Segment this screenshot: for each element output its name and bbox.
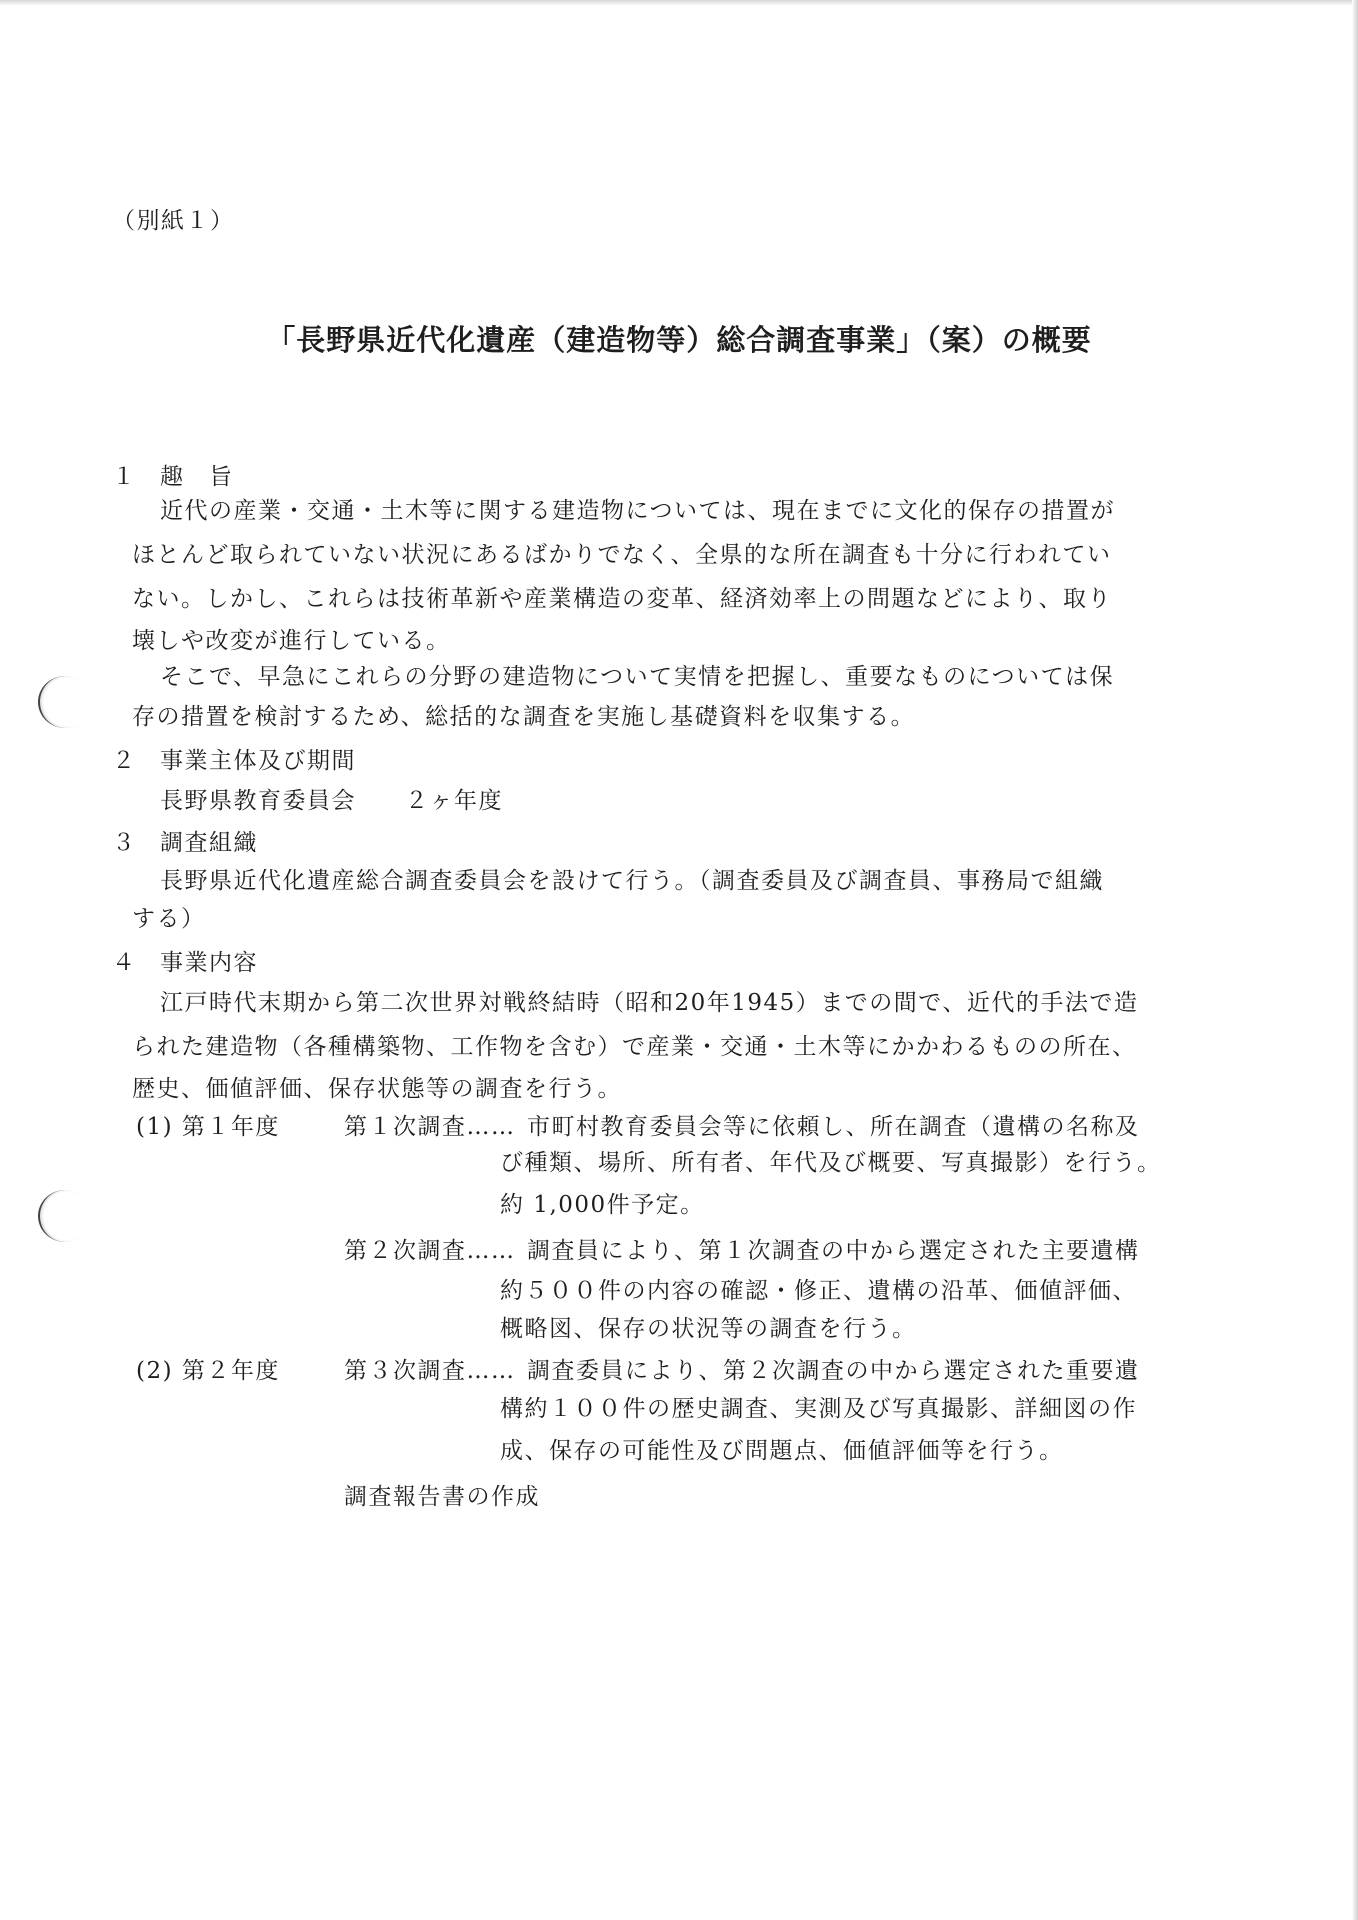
survey-line: 約 1,000件予定。 xyxy=(500,1192,705,1218)
document-title: 「長野県近代化遺産（建造物等）総合調査事業」（案）の概要 xyxy=(266,323,1092,357)
section-2-body: 長野県教育委員会 ２ヶ年度 xyxy=(160,788,503,814)
survey-line: び種類、場所、所有者、年代及び概要、写真撮影）を行う。 xyxy=(500,1150,1162,1176)
paragraph-line: 江戸時代末期から第二次世界対戦終結時（昭和20年1945）までの間で、近代的手法で造 xyxy=(160,990,1139,1016)
paragraph-line: ない。しかし、これらは技術革新や産業構造の変革、経済効率上の問題などにより、取り xyxy=(132,586,1112,612)
paragraph-line: そこで、早急にこれらの分野の建造物について実情を把握し、重要なものについては保 xyxy=(160,664,1115,690)
section-2-heading: 事業主体及び期間 xyxy=(160,748,356,774)
punch-hole-bottom xyxy=(38,1190,92,1242)
scan-edge-right xyxy=(1352,0,1358,1920)
attachment-label: （別紙１） xyxy=(112,208,235,234)
survey-line: 概略図、保存の状況等の調査を行う。 xyxy=(500,1316,917,1342)
section-1-heading: 趣 旨 xyxy=(160,464,234,490)
section-4-number: ４ xyxy=(112,950,137,976)
paragraph-line: 近代の産業・交通・土木等に関する建造物については、現在までに文化的保存の措置が xyxy=(160,498,1116,524)
paragraph-line: 壊しや改変が進行している。 xyxy=(132,628,451,654)
paragraph-line: ほとんど取られていない状況にあるばかりでなく、全県的な所在調査も十分に行われてい xyxy=(132,542,1112,568)
paragraph-line: 存の措置を検討するため、総括的な調査を実施し基礎資料を収集する。 xyxy=(132,704,916,730)
survey-line: 構約１００件の歴史調査、実測及び写真撮影、詳細図の作 xyxy=(500,1396,1137,1422)
survey-line: 成、保存の可能性及び問題点、価値評価等を行う。 xyxy=(500,1438,1064,1464)
paragraph-line: 長野県近代化遺産総合調査委員会を設けて行う。（調査委員及び調査員、事務局で組織 xyxy=(160,868,1104,894)
survey-line: 市町村教育委員会等に依頼し、所在調査（遺構の名称及 xyxy=(527,1114,1140,1140)
report-creation: 調査報告書の作成 xyxy=(344,1484,540,1510)
survey-line: 約５００件の内容の確認・修正、遺構の沿革、価値評価、 xyxy=(500,1278,1137,1304)
survey-line: 調査委員により、第２次調査の中から選定された重要遺 xyxy=(527,1358,1140,1384)
punch-hole-top xyxy=(38,676,92,728)
section-4-heading: 事業内容 xyxy=(160,950,258,976)
year-1-label: (1) 第１年度 xyxy=(136,1114,280,1140)
survey-2-name: 第２次調査…… xyxy=(344,1238,516,1264)
survey-1-name: 第１次調査…… xyxy=(344,1114,516,1140)
survey-line: 調査員により、第１次調査の中から選定された主要遺構 xyxy=(527,1238,1140,1264)
paragraph-line: する） xyxy=(132,906,206,932)
section-3-number: ３ xyxy=(112,830,137,856)
year-2-label: (2) 第２年度 xyxy=(136,1358,280,1384)
scan-edge-top xyxy=(0,0,1358,6)
paragraph-line: 歴史、価値評価、保存状態等の調査を行う。 xyxy=(132,1076,622,1102)
survey-3-name: 第３次調査…… xyxy=(344,1358,516,1384)
paragraph-line: られた建造物（各種構築物、工作物を含む）で産業・交通・土木等にかかわるものの所在、 xyxy=(132,1034,1137,1060)
section-1-number: １ xyxy=(112,464,137,490)
section-3-heading: 調査組織 xyxy=(160,830,258,856)
section-2-number: ２ xyxy=(112,748,137,774)
